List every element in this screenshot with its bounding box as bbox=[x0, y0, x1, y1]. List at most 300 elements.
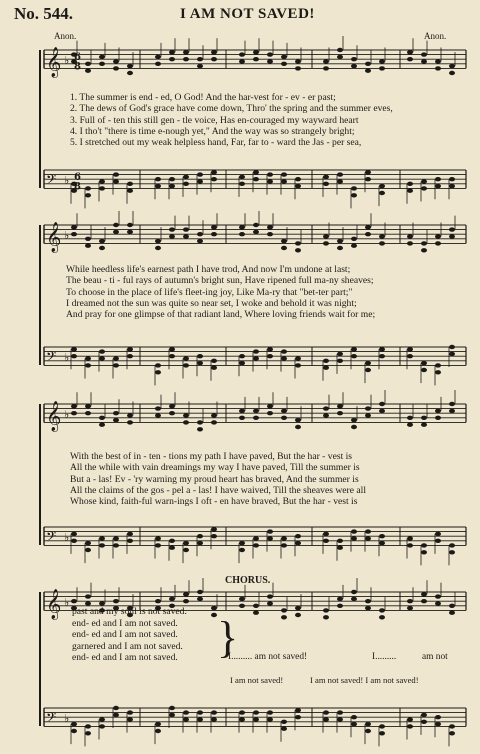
note-head bbox=[85, 237, 91, 241]
note-head bbox=[421, 550, 427, 554]
note-head bbox=[99, 186, 105, 190]
note-head bbox=[421, 179, 427, 183]
note-head bbox=[169, 50, 175, 54]
verse-lines-system-2 bbox=[66, 264, 375, 320]
note-head bbox=[169, 347, 175, 351]
note-head bbox=[197, 232, 203, 236]
note-head bbox=[71, 354, 77, 358]
note-head bbox=[449, 71, 455, 75]
note-head bbox=[337, 546, 343, 550]
note-head bbox=[379, 409, 385, 413]
note-head bbox=[85, 548, 91, 552]
lyric-line: The beau - ti - ful rays of autumn's bright sun, Have ripened full ma-ny sheaves; bbox=[66, 275, 374, 287]
note-head bbox=[239, 604, 245, 608]
note-head bbox=[155, 62, 161, 66]
note-head bbox=[155, 722, 161, 726]
note-head bbox=[295, 534, 301, 538]
note-head bbox=[169, 539, 175, 543]
note-head bbox=[85, 193, 91, 197]
note-head bbox=[295, 248, 301, 252]
note-head bbox=[85, 356, 91, 360]
note-head bbox=[435, 594, 441, 598]
note-head bbox=[281, 239, 287, 243]
flat-key-icon: ♭ bbox=[64, 350, 70, 364]
note-head bbox=[253, 717, 259, 721]
note-head bbox=[449, 604, 455, 608]
time-signature-icon: 8 bbox=[74, 61, 81, 73]
note-head bbox=[155, 599, 161, 603]
note-head bbox=[267, 404, 273, 408]
note-head bbox=[239, 225, 245, 229]
note-head bbox=[421, 543, 427, 547]
note-head bbox=[197, 361, 203, 365]
note-head bbox=[99, 536, 105, 540]
note-head bbox=[449, 64, 455, 68]
note-head bbox=[113, 543, 119, 547]
chorus-brace: } bbox=[217, 613, 239, 662]
note-head bbox=[183, 420, 189, 424]
note-head bbox=[323, 608, 329, 612]
note-head bbox=[337, 597, 343, 601]
note-head bbox=[267, 172, 273, 176]
note-head bbox=[169, 227, 175, 231]
note-head bbox=[351, 722, 357, 726]
note-head bbox=[267, 710, 273, 714]
note-head bbox=[351, 536, 357, 540]
note-head bbox=[421, 59, 427, 63]
chorus-alto-right: am not bbox=[422, 652, 448, 662]
treble-clef-icon: 𝄞 bbox=[46, 222, 62, 253]
note-head bbox=[295, 541, 301, 545]
note-head bbox=[127, 223, 133, 227]
note-head bbox=[365, 413, 371, 417]
note-head bbox=[71, 225, 77, 229]
note-head bbox=[449, 234, 455, 238]
note-head bbox=[113, 66, 119, 70]
note-head bbox=[337, 48, 343, 52]
note-head bbox=[253, 356, 259, 360]
flat-key-icon: ♭ bbox=[64, 228, 70, 242]
treble-clef-icon: 𝄞 bbox=[46, 47, 62, 78]
note-head bbox=[281, 179, 287, 183]
note-head bbox=[197, 420, 203, 424]
note-head bbox=[183, 356, 189, 360]
note-head bbox=[379, 347, 385, 351]
note-head bbox=[351, 244, 357, 248]
note-head bbox=[379, 191, 385, 195]
note-head bbox=[435, 370, 441, 374]
note-head bbox=[421, 599, 427, 603]
note-head bbox=[85, 69, 91, 73]
bass-clef-icon: 𝄢 bbox=[46, 709, 57, 729]
note-head bbox=[85, 244, 91, 248]
note-head bbox=[127, 532, 133, 536]
note-head bbox=[337, 404, 343, 408]
note-head bbox=[365, 368, 371, 372]
note-head bbox=[183, 234, 189, 238]
note-head bbox=[407, 347, 413, 351]
note-head bbox=[267, 232, 273, 236]
lyric-line: All the while with vain dreamings my way I have paved, Till the summer is bbox=[70, 462, 360, 474]
note-head bbox=[379, 608, 385, 612]
note-head bbox=[281, 615, 287, 619]
note-head bbox=[85, 594, 91, 598]
note-head bbox=[421, 52, 427, 56]
note-head bbox=[337, 179, 343, 183]
note-head bbox=[379, 731, 385, 735]
note-head bbox=[449, 177, 455, 181]
bass-clef-icon: 𝄢 bbox=[46, 348, 57, 368]
note-head bbox=[295, 184, 301, 188]
note-head bbox=[337, 239, 343, 243]
note-head bbox=[113, 713, 119, 717]
note-head bbox=[183, 541, 189, 545]
note-head bbox=[267, 601, 273, 605]
note-head bbox=[127, 717, 133, 721]
note-head bbox=[239, 717, 245, 721]
note-head bbox=[379, 615, 385, 619]
note-head bbox=[407, 57, 413, 61]
note-head bbox=[267, 411, 273, 415]
note-head bbox=[421, 368, 427, 372]
note-head bbox=[351, 590, 357, 594]
note-head bbox=[449, 345, 455, 349]
lyric-line: To choose in the place of life's fleet-ing joy, Like Ma-ry that "bet-ter part;" bbox=[66, 286, 353, 298]
note-head bbox=[197, 717, 203, 721]
note-head bbox=[183, 50, 189, 54]
note-head bbox=[281, 720, 287, 724]
note-head bbox=[351, 347, 357, 351]
note-head bbox=[155, 370, 161, 374]
note-head bbox=[127, 71, 133, 75]
note-head bbox=[253, 349, 259, 353]
note-head bbox=[253, 416, 259, 420]
lyric-line: But a - las! Ev - 'ry warning my proud heart has braved, And the summer is bbox=[70, 473, 359, 485]
note-head bbox=[421, 720, 427, 724]
hymn-number: No. 544. bbox=[14, 4, 74, 23]
note-head bbox=[407, 416, 413, 420]
lyric-line: And pray for one glimpse of that radiant land, Where loving friends wait for me; bbox=[66, 309, 376, 321]
note-head bbox=[155, 177, 161, 181]
note-head bbox=[169, 597, 175, 601]
note-head bbox=[407, 536, 413, 540]
note-head bbox=[435, 532, 441, 536]
note-head bbox=[281, 356, 287, 360]
note-head bbox=[85, 541, 91, 545]
note-head bbox=[323, 539, 329, 543]
note-head bbox=[407, 423, 413, 427]
note-head bbox=[435, 539, 441, 543]
note-head bbox=[407, 543, 413, 547]
lyric-line: 4. I tho't "there is time e-nough yet," And the way was so strangely bright; bbox=[70, 125, 355, 137]
note-head bbox=[211, 177, 217, 181]
note-head bbox=[421, 592, 427, 596]
note-head bbox=[211, 527, 217, 531]
note-head bbox=[211, 50, 217, 54]
note-head bbox=[337, 172, 343, 176]
note-head bbox=[197, 172, 203, 176]
note-head bbox=[379, 59, 385, 63]
note-head bbox=[211, 366, 217, 370]
lyric-line: I dreamed not the sun was quite so near set, I woke and behold it was night; bbox=[66, 297, 357, 309]
note-head bbox=[379, 402, 385, 406]
note-head bbox=[197, 710, 203, 714]
note-head bbox=[169, 546, 175, 550]
note-head bbox=[449, 550, 455, 554]
note-head bbox=[407, 599, 413, 603]
note-head bbox=[351, 418, 357, 422]
note-head bbox=[351, 57, 357, 61]
note-head bbox=[183, 548, 189, 552]
note-head bbox=[239, 175, 245, 179]
note-head bbox=[281, 349, 287, 353]
note-head bbox=[85, 404, 91, 408]
note-head bbox=[407, 606, 413, 610]
note-head bbox=[155, 406, 161, 410]
note-head bbox=[295, 59, 301, 63]
note-head bbox=[323, 234, 329, 238]
bass-clef-icon: 𝄢 bbox=[46, 528, 57, 548]
note-head bbox=[155, 536, 161, 540]
note-head bbox=[435, 722, 441, 726]
note-head bbox=[295, 363, 301, 367]
note-head bbox=[253, 604, 259, 608]
note-head bbox=[421, 248, 427, 252]
chorus-label: CHORUS. bbox=[225, 575, 271, 586]
note-head bbox=[253, 611, 259, 615]
note-head bbox=[323, 359, 329, 363]
note-head bbox=[379, 724, 385, 728]
note-head bbox=[211, 170, 217, 174]
note-head bbox=[155, 543, 161, 547]
lyric-line: 2. The dews of God's grace have come down, Thro' the spring and the summer eves, bbox=[70, 103, 393, 115]
note-head bbox=[127, 64, 133, 68]
note-head bbox=[421, 361, 427, 365]
note-head bbox=[183, 227, 189, 231]
note-head bbox=[71, 599, 77, 603]
note-head bbox=[449, 227, 455, 231]
note-head bbox=[351, 529, 357, 533]
note-head bbox=[435, 177, 441, 181]
note-head bbox=[71, 347, 77, 351]
note-head bbox=[351, 237, 357, 241]
words-credit: Anon. bbox=[54, 31, 77, 41]
note-head bbox=[365, 170, 371, 174]
note-head bbox=[113, 411, 119, 415]
note-head bbox=[281, 55, 287, 59]
note-head bbox=[113, 536, 119, 540]
note-head bbox=[267, 536, 273, 540]
flat-key-icon: ♭ bbox=[64, 530, 70, 544]
music-credit: Anon. bbox=[424, 31, 447, 41]
note-head bbox=[197, 57, 203, 61]
note-head bbox=[113, 59, 119, 63]
note-head bbox=[85, 186, 91, 190]
note-head bbox=[211, 420, 217, 424]
note-head bbox=[211, 717, 217, 721]
note-head bbox=[239, 52, 245, 56]
note-head bbox=[99, 179, 105, 183]
note-head bbox=[365, 62, 371, 66]
note-head bbox=[267, 225, 273, 229]
note-head bbox=[85, 363, 91, 367]
note-head bbox=[379, 184, 385, 188]
note-head bbox=[407, 354, 413, 358]
note-head bbox=[113, 179, 119, 183]
note-head bbox=[435, 416, 441, 420]
note-head bbox=[113, 599, 119, 603]
note-head bbox=[337, 710, 343, 714]
note-head bbox=[127, 420, 133, 424]
note-head bbox=[281, 536, 287, 540]
note-head bbox=[267, 52, 273, 56]
note-head bbox=[281, 608, 287, 612]
chorus-bass-2: I am not saved! I am not saved! bbox=[310, 675, 419, 685]
note-head bbox=[113, 356, 119, 360]
note-head bbox=[99, 416, 105, 420]
note-head bbox=[407, 50, 413, 54]
note-head bbox=[239, 416, 245, 420]
note-head bbox=[281, 727, 287, 731]
note-head bbox=[253, 177, 259, 181]
lyric-line: All the claims of the gos - pel a - las! I have waived, Till the sheaves were all bbox=[70, 484, 366, 496]
note-head bbox=[239, 710, 245, 714]
note-head bbox=[99, 62, 105, 66]
note-head bbox=[449, 409, 455, 413]
note-head bbox=[365, 69, 371, 73]
note-head bbox=[197, 541, 203, 545]
note-head bbox=[281, 172, 287, 176]
note-head bbox=[253, 543, 259, 547]
note-head bbox=[239, 182, 245, 186]
chorus-alto-left: I......... am not saved! bbox=[228, 652, 308, 662]
note-head bbox=[211, 413, 217, 417]
note-head bbox=[127, 413, 133, 417]
lyric-line: 5. I stretched out my weak helpless hand, Far, far to - ward the Jas - per sea, bbox=[70, 137, 362, 149]
note-head bbox=[435, 234, 441, 238]
note-head bbox=[407, 241, 413, 245]
note-head bbox=[71, 722, 77, 726]
note-head bbox=[197, 534, 203, 538]
note-head bbox=[351, 354, 357, 358]
note-head bbox=[169, 354, 175, 358]
note-head bbox=[155, 363, 161, 367]
note-head bbox=[183, 592, 189, 596]
note-head bbox=[169, 57, 175, 61]
note-head bbox=[197, 427, 203, 431]
note-head bbox=[253, 57, 259, 61]
note-head bbox=[71, 232, 77, 236]
note-head bbox=[295, 708, 301, 712]
note-head bbox=[323, 66, 329, 70]
note-head bbox=[253, 409, 259, 413]
note-head bbox=[239, 59, 245, 63]
note-head bbox=[407, 234, 413, 238]
note-head bbox=[435, 66, 441, 70]
note-head bbox=[295, 418, 301, 422]
note-head bbox=[407, 724, 413, 728]
note-head bbox=[127, 230, 133, 234]
note-head bbox=[211, 359, 217, 363]
note-head bbox=[365, 599, 371, 603]
note-head bbox=[155, 55, 161, 59]
note-head bbox=[127, 354, 133, 358]
note-head bbox=[183, 717, 189, 721]
note-head bbox=[211, 225, 217, 229]
note-head bbox=[239, 548, 245, 552]
note-head bbox=[127, 710, 133, 714]
verse-lines-system-1 bbox=[70, 92, 393, 148]
note-head bbox=[365, 722, 371, 726]
note-head bbox=[281, 409, 287, 413]
note-head bbox=[323, 717, 329, 721]
note-head bbox=[365, 225, 371, 229]
note-head bbox=[183, 710, 189, 714]
note-head bbox=[113, 418, 119, 422]
note-head bbox=[99, 55, 105, 59]
note-head bbox=[323, 615, 329, 619]
lyric-line: past and my soul is not saved. bbox=[72, 606, 187, 617]
note-head bbox=[295, 715, 301, 719]
note-head bbox=[267, 347, 273, 351]
flat-key-icon: ♭ bbox=[64, 711, 70, 725]
note-head bbox=[113, 706, 119, 710]
note-head bbox=[421, 423, 427, 427]
note-head bbox=[169, 411, 175, 415]
note-head bbox=[71, 411, 77, 415]
flat-key-icon: ♭ bbox=[64, 53, 70, 67]
note-head bbox=[267, 594, 273, 598]
note-head bbox=[323, 532, 329, 536]
note-head bbox=[239, 541, 245, 545]
note-head bbox=[197, 590, 203, 594]
note-head bbox=[281, 246, 287, 250]
note-head bbox=[449, 543, 455, 547]
note-head bbox=[365, 606, 371, 610]
flat-key-icon: ♭ bbox=[64, 173, 70, 187]
note-head bbox=[435, 409, 441, 413]
note-head bbox=[365, 536, 371, 540]
note-head bbox=[71, 539, 77, 543]
note-head bbox=[323, 175, 329, 179]
note-head bbox=[183, 599, 189, 603]
note-head bbox=[127, 347, 133, 351]
note-head bbox=[323, 406, 329, 410]
note-head bbox=[169, 404, 175, 408]
note-head bbox=[449, 731, 455, 735]
note-head bbox=[337, 246, 343, 250]
note-head bbox=[365, 361, 371, 365]
lyric-line: While heedless life's earnest path I have trod, And now I'm undone at last; bbox=[66, 264, 351, 275]
note-head bbox=[99, 349, 105, 353]
lyric-line: garnered and I am not saved. bbox=[72, 640, 183, 652]
note-head bbox=[197, 597, 203, 601]
note-head bbox=[197, 64, 203, 68]
treble-clef-icon: 𝄞 bbox=[46, 589, 62, 620]
note-head bbox=[197, 354, 203, 358]
note-head bbox=[211, 534, 217, 538]
note-head bbox=[351, 597, 357, 601]
note-head bbox=[407, 189, 413, 193]
note-head bbox=[295, 241, 301, 245]
note-head bbox=[99, 239, 105, 243]
note-head bbox=[379, 234, 385, 238]
note-head bbox=[337, 717, 343, 721]
note-head bbox=[113, 223, 119, 227]
note-head bbox=[127, 539, 133, 543]
lyric-line: end- ed and I am not saved. bbox=[72, 629, 178, 641]
note-head bbox=[71, 729, 77, 733]
